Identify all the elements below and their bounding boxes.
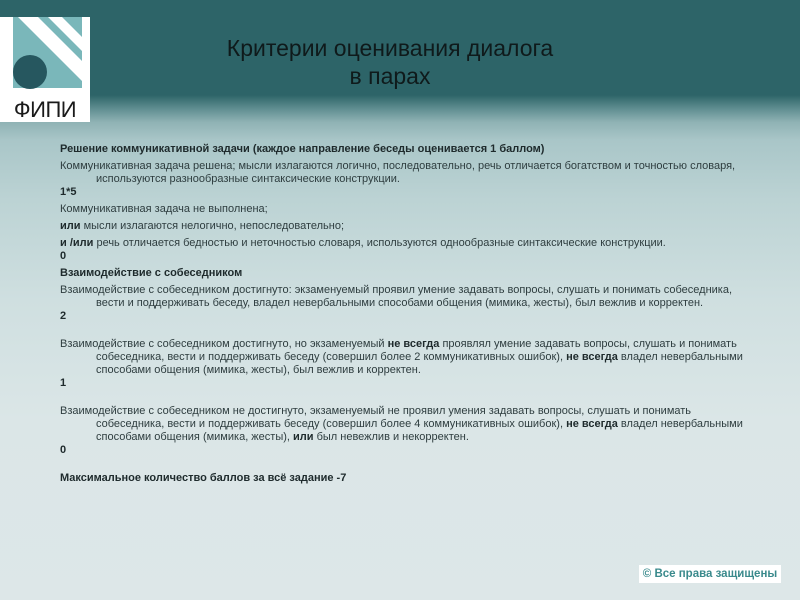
criterion-task-not-solved: Коммуникативная задача не выполнена;: [60, 203, 268, 215]
section-heading-communicative-task: Решение коммуникативной задачи (каждое направление беседы оценивается 1 баллом): [60, 143, 545, 155]
title-line-2: в парах: [349, 63, 431, 89]
criterion-interaction-2: Взаимодействие с собеседником достигнуто: экзаменуемый проявил умение задавать вопросы, слушать и понимать собеседника, вести и поддерживать беседу, владел невербальными способами общения (мимика, жесты), был вежлив и корректен.: [60, 284, 733, 309]
criterion-interaction-1: Взаимодействие с собеседником достигнуто, но экзаменуемый не всегда проявлял умение задавать вопросы, слушать и понимать собеседника, вести и поддерживать беседу (совершил более 2 коммуникативных ошибок), не всегда владел невербальными способами общения (мимика, жесты), был вежлив и корректен.: [60, 338, 743, 376]
criterion-illogical: или мысли излагаются нелогично, непоследовательно;: [60, 220, 345, 232]
criterion-poor-vocabulary: и /или речь отличается бедностью и неточностью словаря, используются однообразные синтаксические конструкции.: [60, 237, 666, 249]
score-interaction-2: 2: [60, 310, 67, 322]
fipi-emblem-icon: [0, 17, 90, 97]
criteria-content: [60, 143, 750, 485]
title-line-1: Критерии оценивания диалога: [226, 35, 554, 61]
fipi-logo: [0, 17, 90, 122]
criterion-task-solved: Коммуникативная задача решена; мысли излагаются логично, последовательно, речь отличается богатством и точностью словаря, используются разнообразные синтаксические конструкции.: [60, 160, 736, 185]
max-score-note: Максимальное количество баллов за всё задание -7: [60, 472, 347, 484]
criterion-interaction-0: Взаимодействие с собеседником не достигнуто, экзаменуемый не проявил умения задавать вопросы, слушать и понимать собеседника, вести и поддерживать беседу (совершил более 4 коммуникативных ошибок), не всегда владел невербальными способами общения (мимика, жесты), или был невежлив и некорректен.: [60, 405, 743, 443]
copyright-badge: © Все права защищены: [639, 565, 781, 583]
score-task-solved: 1*5: [60, 186, 77, 198]
keyword-and-or: и /или: [60, 237, 94, 249]
score-task-not-solved: 0: [60, 250, 67, 262]
keyword-or: или: [60, 220, 81, 232]
section-heading-interaction: Взаимодействие с собеседником: [60, 267, 243, 279]
score-interaction-1: 1: [60, 377, 67, 389]
page-title: [150, 34, 630, 90]
logo-text: ФИПИ: [13, 97, 77, 122]
score-interaction-0: 0: [60, 444, 67, 456]
